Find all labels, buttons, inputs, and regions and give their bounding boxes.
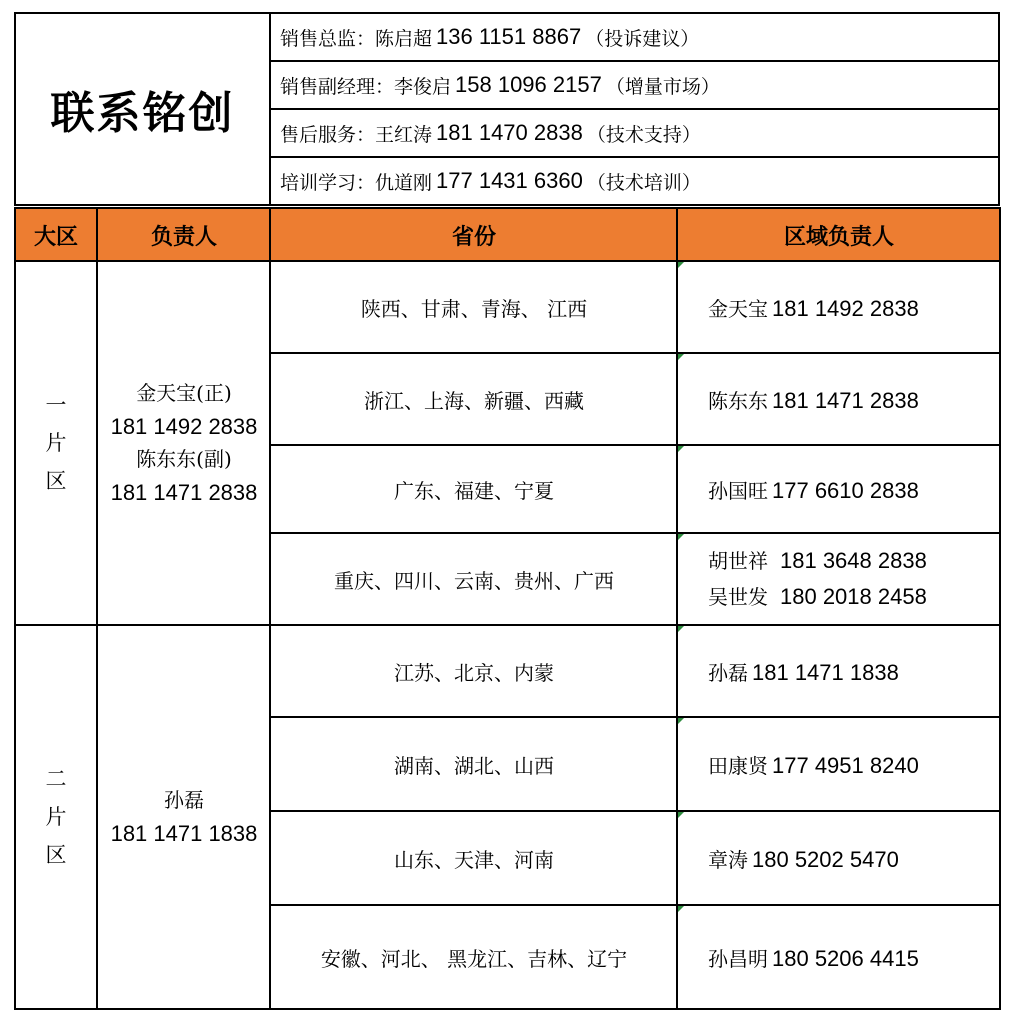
manager-name: 陈东东 bbox=[708, 388, 768, 413]
contact-label: 售后服务：王红涛 bbox=[280, 123, 433, 146]
contact-phone: 181 1470 2838 bbox=[436, 120, 583, 145]
province-cell: 重庆、四川、云南、贵州、广西 bbox=[334, 568, 614, 593]
area-manager-cell bbox=[678, 262, 1000, 352]
grid-line bbox=[14, 260, 1001, 262]
province-cell: 山东、天津、河南 bbox=[394, 847, 554, 872]
area-manager-cell bbox=[678, 718, 1000, 810]
grid-line bbox=[270, 156, 1000, 158]
manager-phone: 177 6610 2838 bbox=[772, 477, 919, 503]
company-title: 联系铭创 bbox=[50, 88, 235, 139]
grid-line bbox=[270, 60, 1000, 62]
manager-name: 金天宝 bbox=[708, 296, 768, 321]
comment-marker-icon bbox=[678, 812, 684, 818]
region-2-name bbox=[15, 626, 97, 1008]
manager-phone: 181 1492 2838 bbox=[772, 295, 919, 321]
leader-name: 孙磊 bbox=[164, 788, 204, 812]
header-region: 大区 bbox=[33, 224, 78, 250]
manager-name: 孙昌明 bbox=[708, 946, 768, 971]
grid-line bbox=[270, 444, 1001, 446]
contact-note: （增量市场） bbox=[605, 75, 720, 98]
contact-note: （投诉建议） bbox=[585, 27, 700, 50]
area-manager-cell bbox=[678, 626, 1000, 716]
manager-name: 孙国旺 bbox=[708, 478, 768, 503]
contact-label: 销售副经理：李俊启 bbox=[280, 75, 452, 98]
province-cell: 湖南、湖北、山西 bbox=[394, 753, 554, 778]
manager-phone: 181 1471 2838 bbox=[772, 387, 919, 413]
manager-phone: 177 4951 8240 bbox=[772, 752, 919, 778]
grid-line bbox=[15, 12, 1000, 14]
grid-line bbox=[270, 352, 1001, 354]
manager-phone: 181 3648 2838 bbox=[780, 548, 927, 573]
comment-marker-icon bbox=[678, 626, 684, 632]
header-provinces: 省份 bbox=[451, 224, 496, 250]
manager-name: 孙磊 bbox=[708, 660, 748, 685]
region-char: 二 bbox=[45, 767, 67, 791]
leader-name: 陈东东(副) bbox=[136, 447, 232, 471]
grid-line bbox=[14, 12, 16, 206]
region-1-name bbox=[15, 262, 97, 624]
grid-line bbox=[270, 810, 1001, 812]
region-char: 一 bbox=[45, 393, 67, 417]
area-manager-cell bbox=[678, 906, 1000, 1008]
province-cell: 广东、福建、宁夏 bbox=[394, 478, 554, 503]
contact-label: 销售总监：陈启超 bbox=[280, 27, 433, 50]
leader-phone: 181 1471 2838 bbox=[110, 480, 258, 505]
grid-line bbox=[270, 716, 1001, 718]
comment-marker-icon bbox=[678, 446, 684, 452]
province-cell: 浙江、上海、新疆、西藏 bbox=[364, 388, 584, 413]
grid-line bbox=[270, 532, 1001, 534]
grid-line bbox=[15, 204, 1000, 206]
leader-name: 金天宝(正) bbox=[136, 381, 232, 405]
grid-line bbox=[270, 108, 1000, 110]
contact-phone: 136 1151 8867 bbox=[436, 24, 582, 49]
contact-note: （技术支持） bbox=[586, 123, 701, 146]
manager-phone: 181 1471 1838 bbox=[752, 659, 899, 685]
grid-line bbox=[269, 207, 271, 1010]
manager-name: 吴世发 bbox=[708, 585, 768, 609]
leader-phone: 181 1492 2838 bbox=[110, 414, 258, 439]
contact-phone: 177 1431 6360 bbox=[436, 168, 583, 193]
comment-marker-icon bbox=[678, 262, 684, 268]
manager-phone: 180 5202 5470 bbox=[752, 846, 899, 872]
comment-marker-icon bbox=[678, 354, 684, 360]
contact-after-sales bbox=[272, 110, 999, 156]
manager-phone: 180 5206 4415 bbox=[772, 945, 919, 971]
grid-line bbox=[14, 207, 1001, 209]
contact-sales-director bbox=[272, 14, 999, 60]
comment-marker-icon bbox=[678, 718, 684, 724]
region-1-leader bbox=[98, 262, 270, 624]
grid-line bbox=[269, 12, 271, 206]
comment-marker-icon bbox=[678, 534, 684, 540]
header-area-manager: 区域负责人 bbox=[783, 224, 894, 250]
header-leader: 负责人 bbox=[150, 224, 217, 250]
province-cell: 江苏、北京、内蒙 bbox=[394, 660, 554, 685]
grid-line bbox=[998, 12, 1000, 206]
grid-line bbox=[14, 207, 16, 1010]
region-char: 区 bbox=[45, 843, 67, 867]
leader-phone: 181 1471 1838 bbox=[110, 821, 258, 846]
grid-line bbox=[14, 1008, 1001, 1010]
grid-line bbox=[676, 207, 678, 1010]
region-2-leader bbox=[98, 626, 270, 1008]
comment-marker-icon bbox=[678, 906, 684, 912]
contact-training bbox=[272, 158, 999, 204]
area-manager-cell bbox=[678, 534, 1000, 624]
region-char: 片 bbox=[45, 431, 67, 455]
contact-phone: 158 1096 2157 bbox=[455, 72, 602, 97]
manager-name: 胡世祥 bbox=[708, 549, 768, 573]
contact-note: （技术培训） bbox=[586, 171, 701, 194]
manager-name: 田康贤 bbox=[708, 753, 768, 778]
manager-name: 章涛 bbox=[708, 847, 748, 872]
contact-label: 培训学习：仇道刚 bbox=[280, 171, 433, 194]
grid-line bbox=[14, 624, 1001, 626]
grid-line bbox=[96, 207, 98, 1010]
region-char: 区 bbox=[45, 469, 67, 493]
manager-phone: 180 2018 2458 bbox=[780, 584, 927, 609]
company-title-cell bbox=[15, 12, 270, 206]
province-cell: 陕西、甘肃、青海、 江西 bbox=[360, 296, 588, 321]
grid-line bbox=[999, 207, 1001, 1010]
area-manager-cell bbox=[678, 354, 1000, 444]
province-cell: 安徽、河北、 黑龙江、吉林、辽宁 bbox=[320, 946, 628, 971]
area-manager-cell bbox=[678, 812, 1000, 904]
area-manager-cell bbox=[678, 446, 1000, 532]
grid-line bbox=[270, 904, 1001, 906]
contact-sales-deputy bbox=[272, 62, 999, 108]
region-char: 片 bbox=[45, 805, 67, 829]
